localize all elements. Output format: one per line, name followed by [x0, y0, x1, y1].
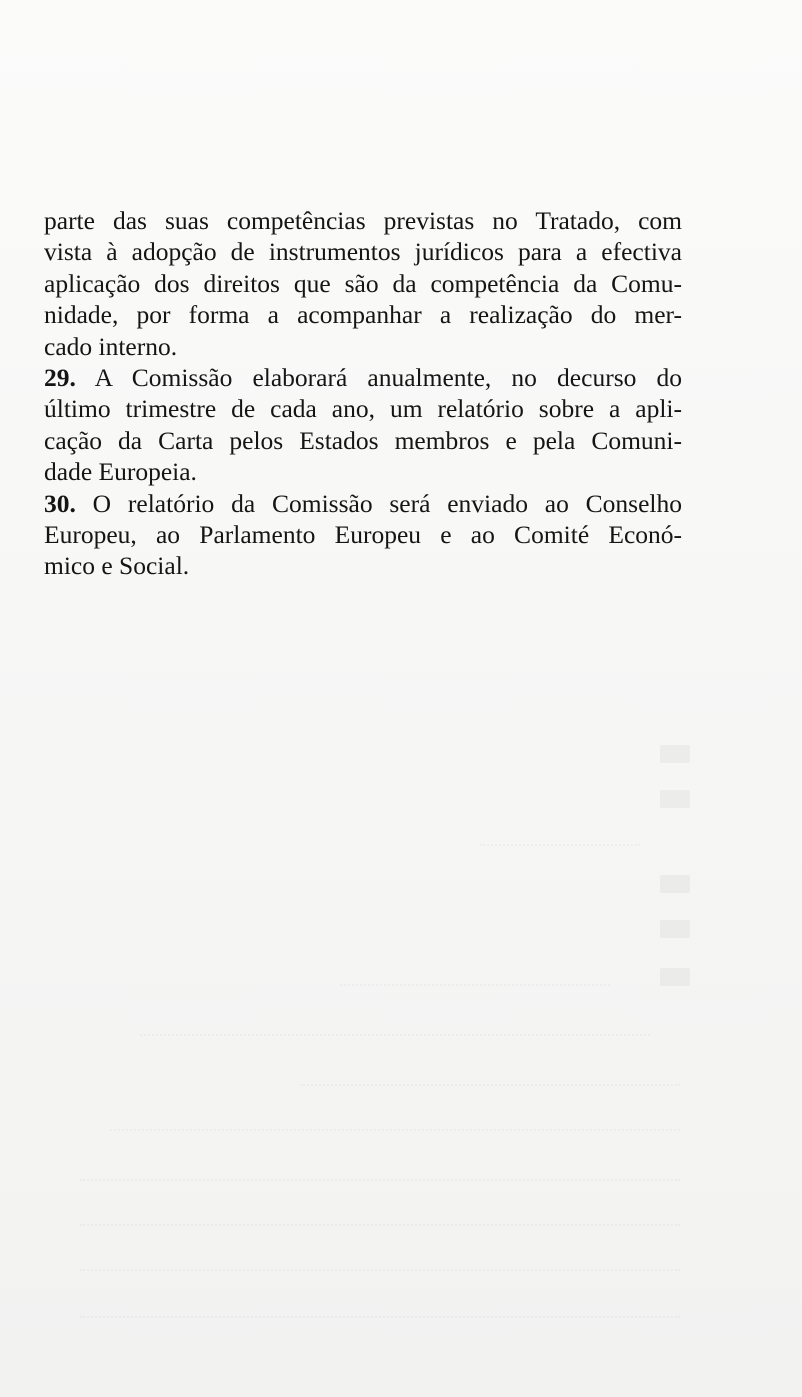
text-line: cado interno.: [44, 331, 178, 361]
text-line: parte das suas competências previstas no Tratado, com: [44, 206, 682, 235]
show-through-row: [80, 1200, 680, 1226]
show-through-row: [300, 1060, 680, 1086]
text-line: aplicação dos direitos que são da competência da Comu-: [44, 268, 682, 298]
show-through-page-number: [660, 745, 690, 763]
paragraph-29-first-line: [44, 362, 682, 393]
show-through-page-number: [660, 920, 690, 938]
paragraph-number: 30.: [44, 488, 76, 518]
paragraph-text: A Comissão elaborará anualmente, no decurso do: [75, 362, 682, 392]
paragraph-30-first-line: [44, 488, 682, 519]
show-through-row: [110, 1105, 680, 1131]
text-line: Europeu, ao Parlamento Europeu e ao Comité Econó-: [44, 519, 682, 549]
show-through-row: [340, 960, 610, 986]
paragraph-text: O relatório da Comissão será enviado ao Conselho: [75, 488, 682, 518]
body-text: [44, 205, 682, 582]
show-through-page-number: [660, 790, 690, 808]
text-line: vista à adopção de instrumentos jurídicos para a efectiva: [44, 237, 682, 267]
show-through-row: [480, 820, 640, 846]
text-line: cação da Carta pelos Estados membros e pela Comuni-: [44, 425, 682, 455]
show-through-row: [80, 1245, 680, 1271]
show-through-page-number: [660, 875, 690, 893]
text-line: mico e Social.: [44, 551, 190, 581]
text-line: nidade, por forma a acompanhar a realização do mer-: [44, 300, 682, 330]
show-through-page-number: [660, 968, 690, 986]
show-through-row: [140, 1010, 650, 1036]
show-through-row: [80, 1292, 680, 1318]
text-line: dade Europeia.: [44, 457, 197, 487]
show-through-row: [80, 1155, 680, 1181]
text-line: último trimestre de cada ano, um relatório sobre a apli-: [44, 394, 682, 424]
paragraph-number: 29.: [44, 362, 76, 392]
